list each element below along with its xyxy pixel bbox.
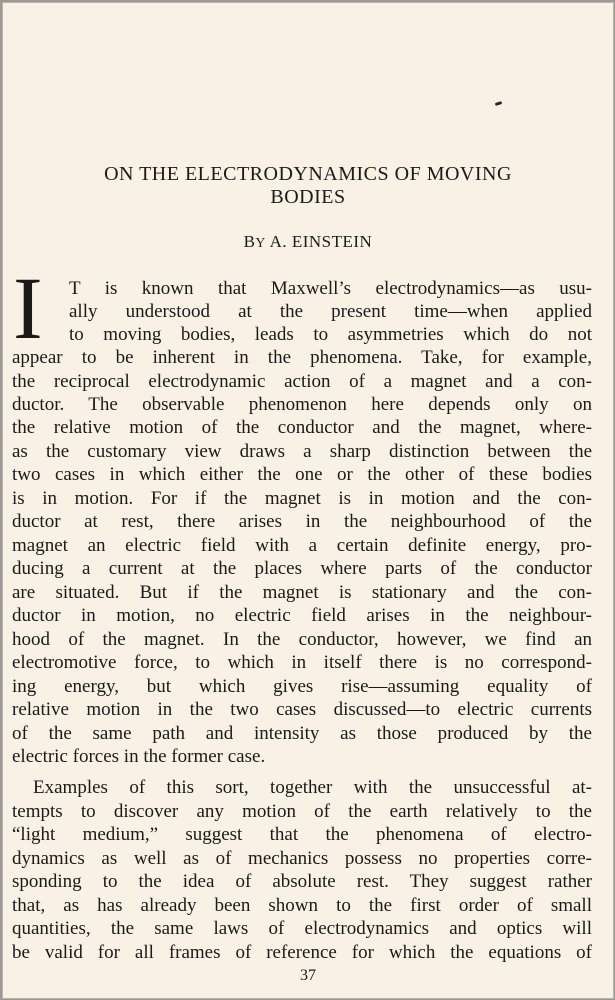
body-line: magnet an electric field with a certain definite energy, pro- (12, 535, 592, 556)
body-line: relative motion in the two cases discussed—to electric currents (12, 699, 592, 720)
body-line: electric forces in the former case. (12, 746, 266, 767)
body-line: tempts to discover any motion of the earth relatively to the (12, 801, 592, 822)
drop-cap: I (13, 260, 43, 358)
title-line-1: ON THE ELECTRODYNAMICS OF MOVING (104, 163, 512, 185)
title-line-2: BODIES (270, 186, 346, 208)
body-line: ductor. The observable phenomenon here depends only on (12, 394, 592, 415)
body-line: T is known that Maxwell’s electrodynamics—as usu- (69, 278, 592, 299)
body-line: ing energy, but which gives rise—assuming equality of (12, 676, 592, 697)
body-line: “light medium,” suggest that the phenomena of electro- (12, 824, 592, 845)
body-line: hood of the magnet. In the conductor, however, we find an (12, 629, 592, 650)
body-line: dynamics as well as of mechanics possess no properties corre- (12, 848, 592, 869)
byline-author: A. EINSTEIN (269, 232, 373, 251)
body-line: is in motion. For if the magnet is in motion and the con- (12, 488, 592, 509)
body-line: ductor at rest, there arises in the neighbourhood of the (12, 511, 592, 532)
body-line: ducing a current at the places where parts of the conductor (12, 558, 592, 579)
body-line: Examples of this sort, together with the unsuccessful at- (33, 777, 592, 798)
body-line: two cases in which either the one or the other of these bodies (12, 464, 592, 485)
body-line: as the customary view draws a sharp distinction between the (12, 441, 592, 462)
body-line: the relative motion of the conductor and the magnet, where- (12, 417, 592, 438)
body-line: ally understood at the present time—when applied (69, 301, 592, 322)
page-number: 37 (300, 967, 316, 984)
ink-speck (495, 101, 503, 106)
body-line: are situated. But if the magnet is stationary and the con- (12, 582, 592, 603)
body-line: that, as has already been shown to the first order of small (12, 895, 592, 916)
document-page (2, 2, 614, 999)
body-line: ductor in motion, no electric field arises in the neighbour- (12, 605, 592, 626)
body-line: of the same path and intensity as those produced by the (12, 723, 592, 744)
body-line: sponding to the idea of absolute rest. They suggest rather (12, 871, 592, 892)
body-line: be valid for all frames of reference for which the equations of (12, 942, 592, 963)
byline-prefix-cap: B (243, 232, 256, 251)
byline (3, 232, 613, 252)
body-line: electromotive force, to which in itself there is no correspond- (12, 652, 592, 673)
body-line: to moving bodies, leads to asymmetries which do not (69, 324, 592, 345)
byline-prefix-rest: Y (255, 235, 266, 250)
body-line: quantities, the same laws of electrodynamics and optics will (12, 918, 592, 939)
body-line: appear to be inherent in the phenomena. Take, for example, (12, 347, 592, 368)
body-line: the reciprocal electrodynamic action of a magnet and a con- (12, 371, 592, 392)
